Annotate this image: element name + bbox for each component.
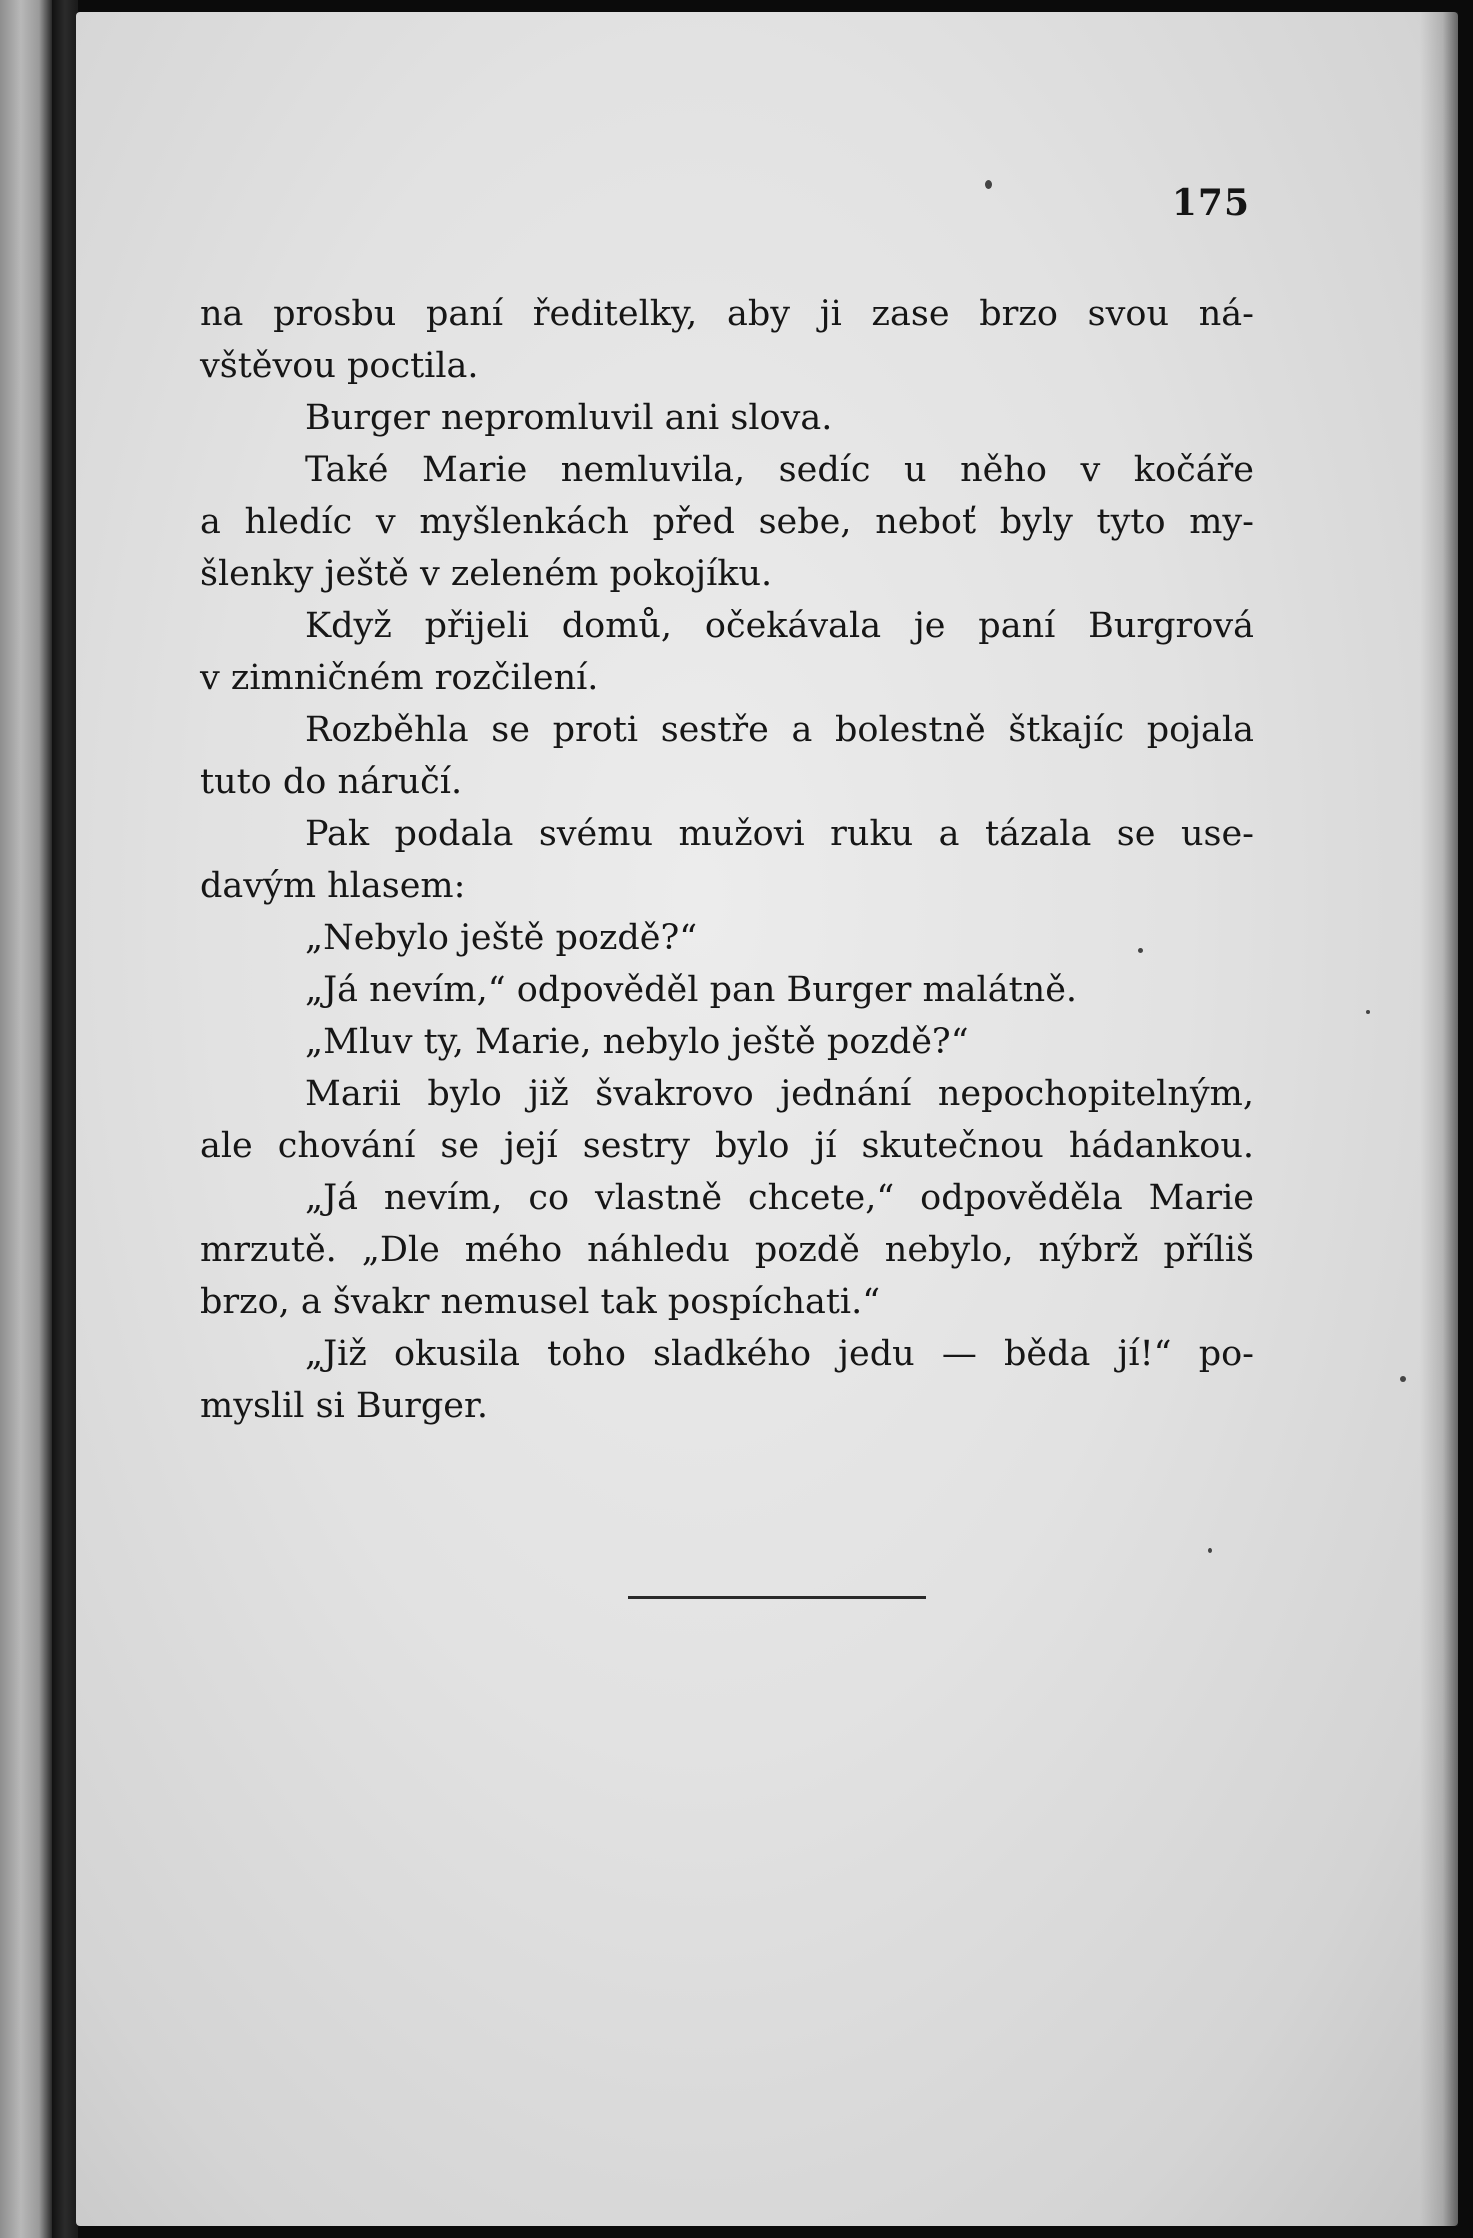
book-binding — [52, 0, 78, 2238]
text-line: a hledíc v myšlenkách před sebe, neboť byly tyto my- — [200, 502, 1254, 542]
page-number: 175 — [1171, 182, 1250, 224]
previous-page-edge — [0, 0, 52, 2238]
page-shadow-edge — [1420, 12, 1458, 2226]
text-line: ale chování se její sestry bylo jí skutečnou hádankou. — [200, 1126, 1254, 1166]
scan-speck — [985, 180, 992, 189]
text-line: na prosbu paní ředitelky, aby ji zase brzo svou ná- — [200, 294, 1254, 334]
text-line: vštěvou poctila. — [200, 346, 479, 386]
text-line: brzo, a švakr nemusel tak pospíchati.“ — [200, 1282, 881, 1322]
text-line: Marii bylo již švakrovo jednání nepochopitelným, — [305, 1074, 1254, 1114]
text-line: Rozběhla se proti sestře a bolestně štkajíc pojala — [305, 710, 1254, 750]
text-line: v zimničném rozčilení. — [200, 658, 599, 698]
section-separator-rule — [628, 1596, 926, 1599]
text-line: „Já nevím, co vlastně chcete,“ odpověděla Marie — [305, 1178, 1254, 1218]
body-text — [200, 288, 1254, 1432]
text-line: šlenky ještě v zeleném pokojíku. — [200, 554, 773, 594]
text-line: mrzutě. „Dle mého náhledu pozdě nebylo, nýbrž příliš — [200, 1230, 1254, 1270]
text-line: „Mluv ty, Marie, nebylo ještě pozdě?“ — [305, 1022, 969, 1062]
text-line: tuto do náručí. — [200, 762, 463, 802]
scan-speck — [1400, 1376, 1406, 1382]
text-line: myslil si Burger. — [200, 1386, 489, 1426]
text-line: Pak podala svému mužovi ruku a tázala se use- — [305, 814, 1254, 854]
text-line: „Já nevím,“ odpověděl pan Burger malátně. — [305, 970, 1078, 1010]
text-line: Také Marie nemluvila, sedíc u něho v kočáře — [305, 450, 1254, 490]
scan-speck — [1138, 948, 1143, 953]
scan-speck — [1366, 1010, 1370, 1014]
text-line: „Nebylo ještě pozdě?“ — [305, 918, 698, 958]
scan-speck — [1208, 1548, 1212, 1553]
text-line: Když přijeli domů, očekávala je paní Burgrová — [305, 606, 1254, 646]
text-line: davým hlasem: — [200, 866, 466, 906]
text-line: Burger nepromluvil ani slova. — [305, 398, 833, 438]
text-line: „Již okusila toho sladkého jedu — běda jí!“ po- — [305, 1334, 1254, 1374]
